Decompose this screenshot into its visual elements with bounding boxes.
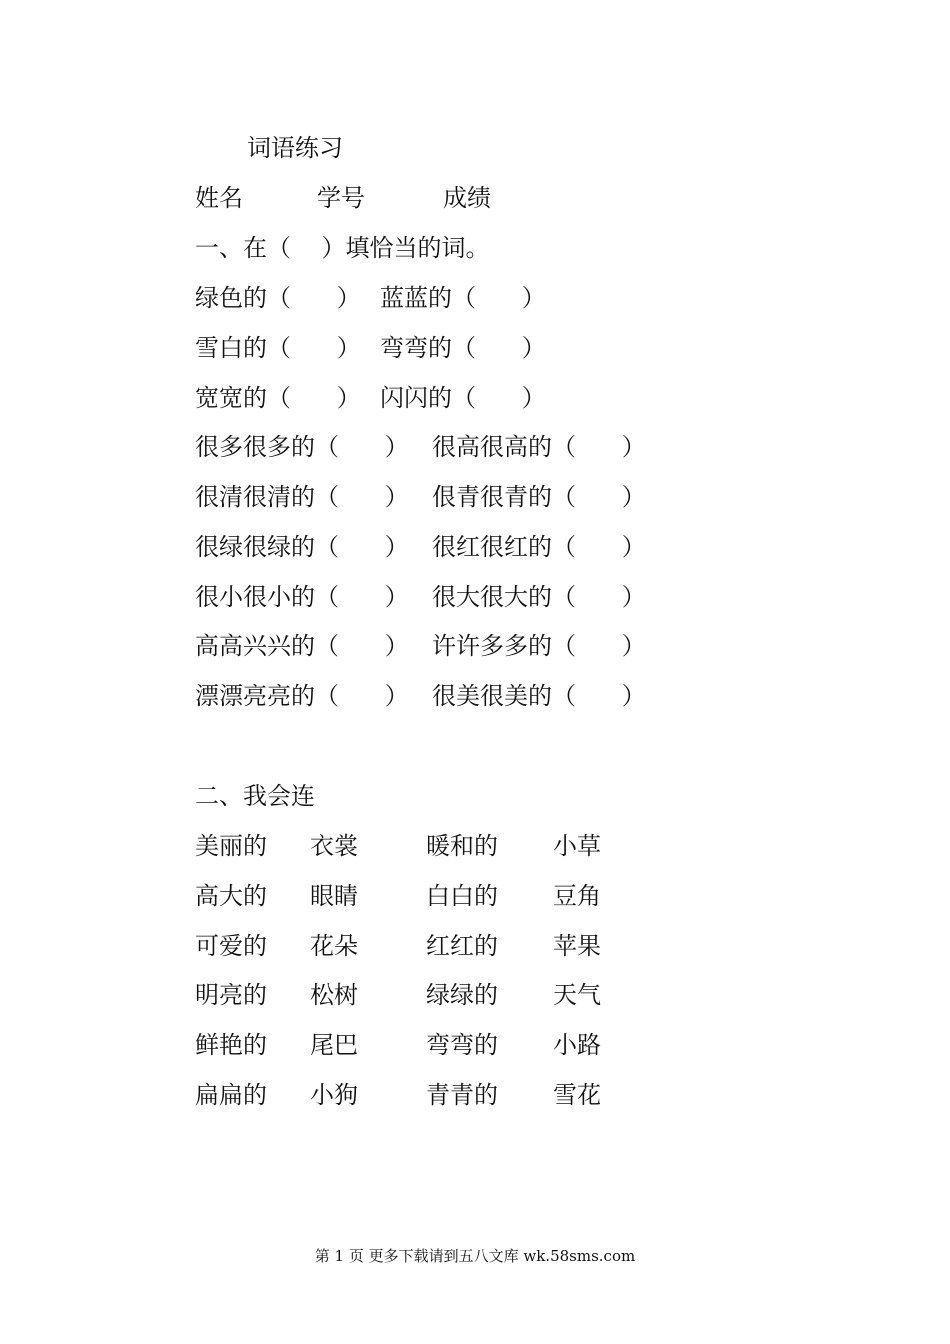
match-row (195, 1028, 655, 1062)
fill-row (195, 679, 715, 713)
fill-row (195, 530, 715, 564)
fill-item: 很大很大的（ ） (432, 583, 646, 611)
match-row (195, 879, 655, 913)
match-row (195, 829, 655, 863)
fill-item: 很清很清的（ ） (195, 483, 409, 511)
match-noun: 小草 (553, 832, 601, 860)
fill-row (195, 580, 715, 614)
fill-item: 高高兴兴的（ ） (195, 632, 409, 660)
match-adjective: 红红的 (426, 932, 498, 960)
match-noun: 苹果 (553, 932, 601, 960)
match-row (195, 1078, 655, 1112)
match-noun: 天气 (553, 981, 601, 1009)
match-noun: 松树 (310, 981, 358, 1009)
fill-row (195, 381, 695, 415)
match-adjective: 鲜艳的 (195, 1031, 267, 1059)
match-adjective: 绿绿的 (426, 981, 498, 1009)
fill-item: 宽宽的（ ） (195, 384, 361, 412)
match-adjective: 扁扁的 (195, 1081, 267, 1109)
match-adjective: 暖和的 (426, 832, 498, 860)
match-noun: 小狗 (310, 1081, 358, 1109)
fill-item: 漂漂亮亮的（ ） (195, 682, 409, 710)
student-id-label: 学号 (317, 184, 365, 212)
match-adjective: 白白的 (426, 882, 498, 910)
fill-row (195, 629, 715, 663)
name-label: 姓名 (195, 184, 243, 212)
fill-item: 佷青很青的（ ） (432, 483, 646, 511)
fill-row (195, 480, 715, 514)
match-row (195, 929, 655, 963)
fill-item: 很红很红的（ ） (432, 533, 646, 561)
fill-item: 闪闪的（ ） (380, 384, 546, 412)
match-adjective: 美丽的 (195, 832, 267, 860)
match-noun: 雪花 (553, 1081, 601, 1109)
fill-item: 弯弯的（ ） (380, 334, 546, 362)
fill-item: 雪白的（ ） (195, 334, 361, 362)
match-row (195, 978, 655, 1012)
match-noun: 衣裳 (310, 832, 358, 860)
fill-item: 许许多多的（ ） (432, 632, 646, 660)
match-noun: 眼睛 (310, 882, 358, 910)
fill-item: 很美很美的（ ） (432, 682, 646, 710)
match-adjective: 弯弯的 (426, 1031, 498, 1059)
fill-row (195, 281, 695, 315)
match-noun: 尾巴 (310, 1031, 358, 1059)
match-adjective: 可爱的 (195, 932, 267, 960)
match-adjective: 高大的 (195, 882, 267, 910)
match-adjective: 明亮的 (195, 981, 267, 1009)
page-title: 词语练习 (247, 134, 343, 162)
fill-item: 很小很小的（ ） (195, 583, 409, 611)
student-info-row (195, 181, 595, 215)
fill-item: 蓝蓝的（ ） (380, 284, 546, 312)
fill-item: 绿色的（ ） (195, 284, 361, 312)
fill-item: 很绿很绿的（ ） (195, 533, 409, 561)
section1-heading: 一、在（ ）填恰当的词。 (195, 234, 490, 262)
fill-item: 很高很高的（ ） (432, 433, 646, 461)
page-footer: 第 1 页 更多下载请到五八文库 wk.58sms.com (314, 1247, 636, 1265)
fill-row (195, 430, 715, 464)
match-noun: 花朵 (310, 932, 358, 960)
fill-row (195, 331, 695, 365)
match-noun: 小路 (553, 1031, 601, 1059)
section2-heading: 二、我会连 (195, 782, 315, 810)
fill-item: 很多很多的（ ） (195, 433, 409, 461)
score-label: 成绩 (443, 184, 491, 212)
match-noun: 豆角 (553, 882, 601, 910)
match-adjective: 青青的 (426, 1081, 498, 1109)
